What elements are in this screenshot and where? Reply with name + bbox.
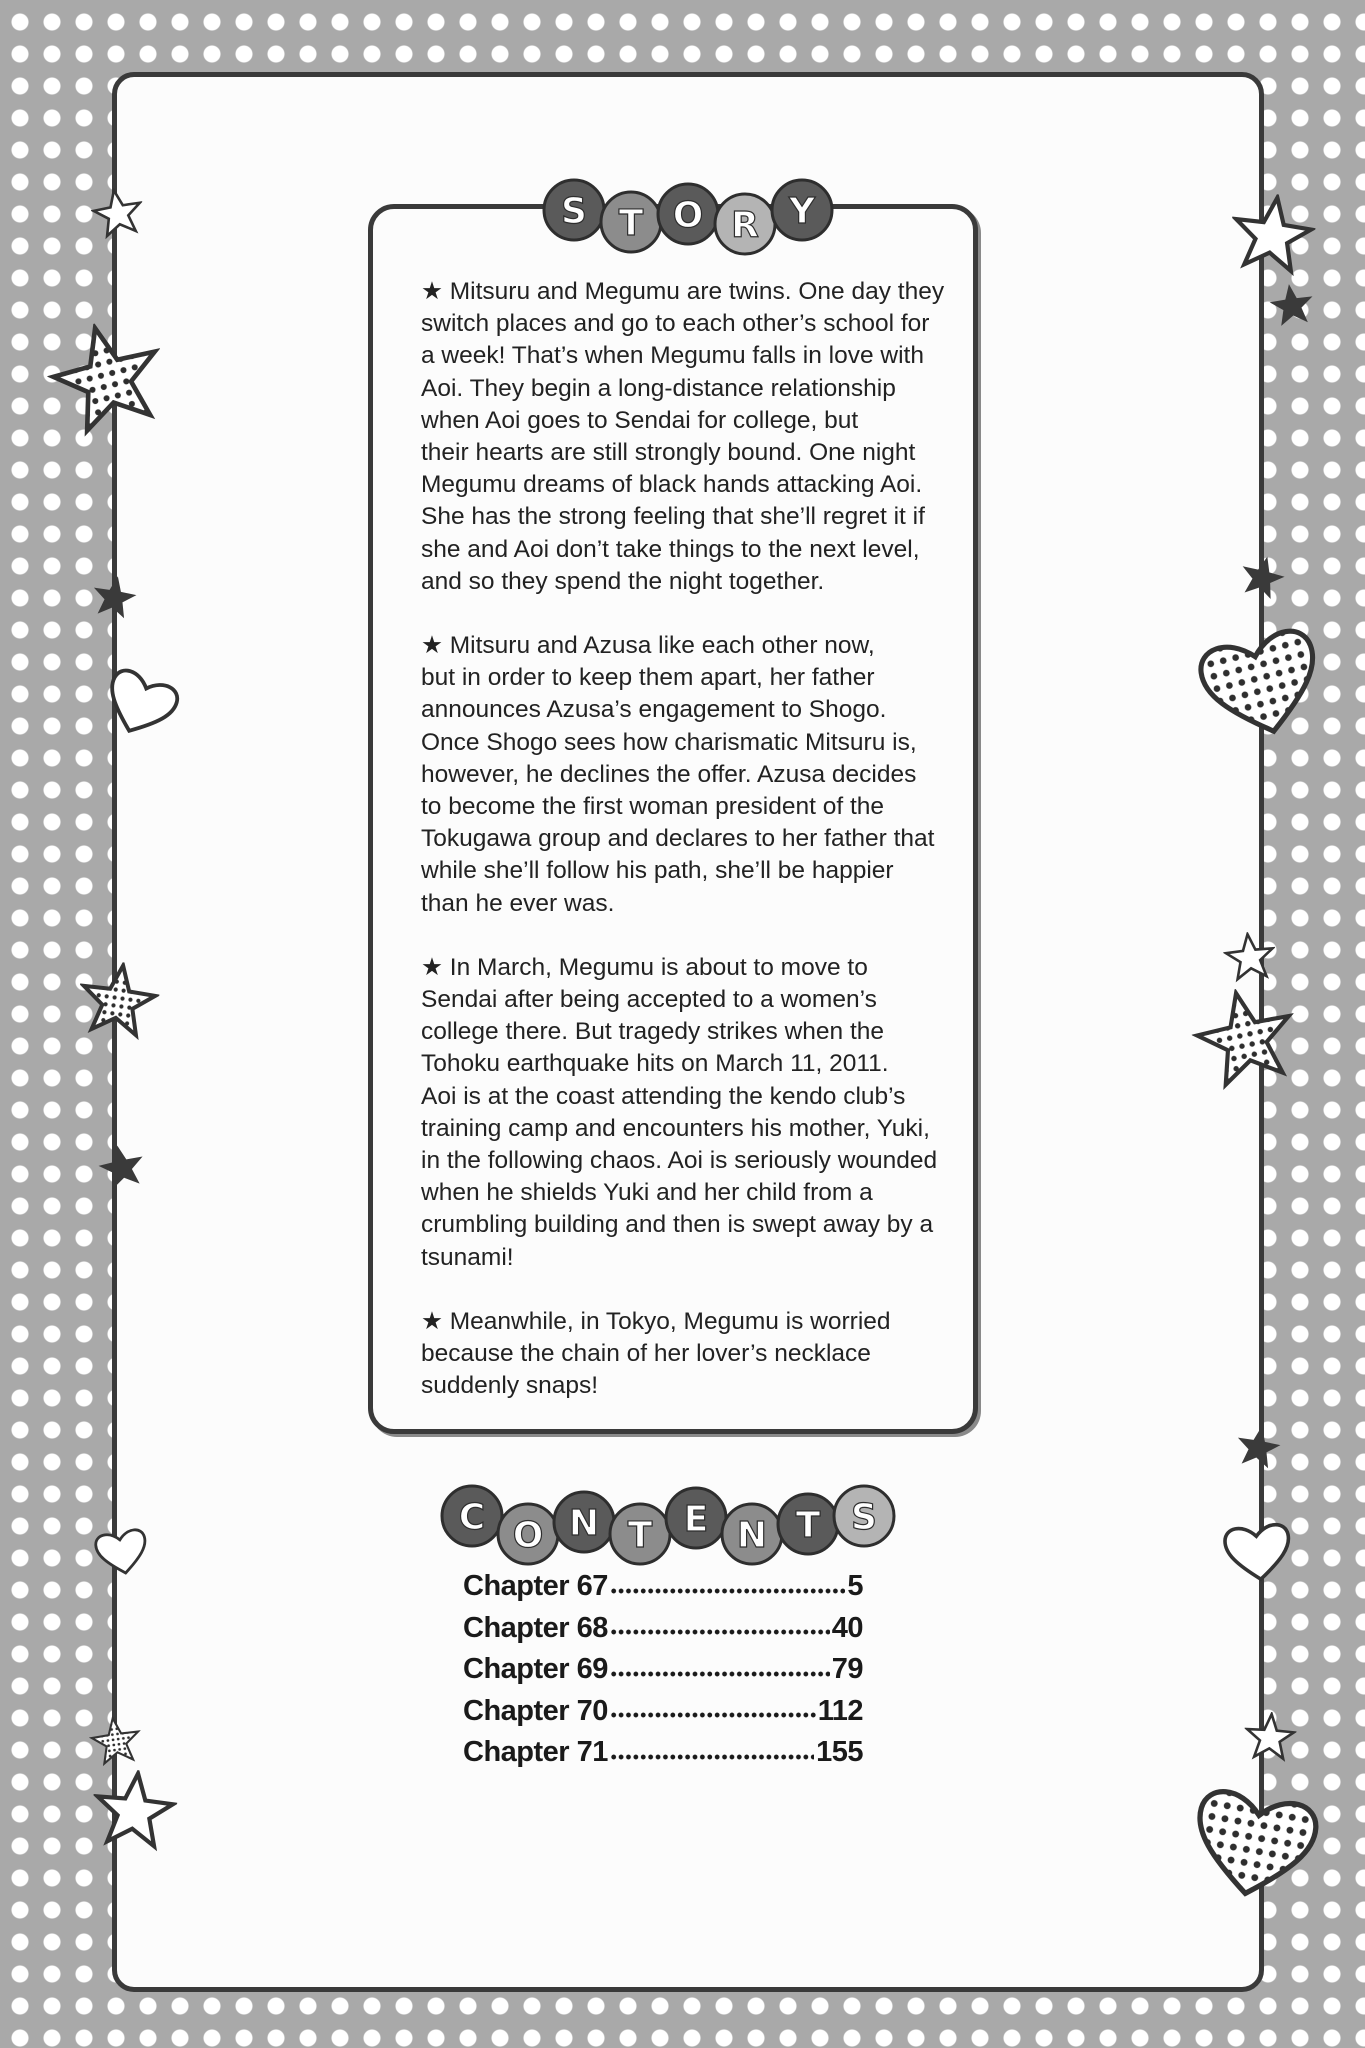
title-letter: Y — [788, 190, 816, 232]
title-letter-bubble — [778, 1494, 838, 1554]
chapter-label: Chapter 69 — [463, 1653, 608, 1685]
title-letter: O — [512, 1514, 544, 1556]
chapter-label: Chapter 67 — [463, 1570, 608, 1602]
page-number: 112 — [817, 1694, 863, 1727]
title-letter: N — [568, 1502, 600, 1544]
page-number: 40 — [831, 1611, 863, 1644]
dot-leader — [610, 1671, 830, 1677]
toc-entry[interactable] — [463, 1612, 863, 1654]
title-letter-bubble — [666, 1488, 726, 1548]
dot-leader — [610, 1588, 845, 1594]
title-letter-bubble — [498, 1504, 558, 1564]
title-letter: E — [683, 1498, 709, 1540]
title-letter: S — [561, 190, 587, 232]
title-letter-bubble — [715, 194, 775, 254]
title-letter-bubble — [554, 1492, 614, 1552]
title-letter: T — [618, 202, 644, 244]
story-paragraph: ★ Mitsuru and Azusa like each other now, but in order to keep them apart, her father announces Azusa’s engagement to Shogo. Once Shogo sees how charismatic Mitsuru is, however, he declines the offer. Azusa decides to become the first woman president of the Tokugawa group and declares to her father that while she’ll follow his path, she’ll be happier than he ever was. — [421, 632, 935, 917]
toc-entry[interactable] — [463, 1570, 863, 1612]
dot-leader — [610, 1629, 830, 1635]
solid-star-icon — [1268, 281, 1316, 327]
dot-leader — [610, 1754, 814, 1760]
title-letter: S — [851, 1496, 877, 1538]
page-number: 155 — [816, 1736, 863, 1768]
chapter-label: Chapter 70 — [463, 1694, 608, 1727]
story-paragraph: ★ Mitsuru and Megumu are twins. One day they switch places and go to each other’s school for a week! That’s when Megumu falls in love with Aoi. They begin a long-distance relationship when Aoi goes to Sendai for college, but their hearts are still strongly bound. One night Megumu dreams of black hands attacking Aoi. She has the strong feeling that she’ll regret it if she and Aoi don’t take things to the next level, and so they spend the night together. — [421, 278, 945, 595]
dot-leader — [610, 1712, 816, 1718]
title-letter: N — [736, 1514, 768, 1556]
title-letter-bubble — [834, 1486, 894, 1546]
toc-entry[interactable] — [463, 1653, 863, 1695]
title-letter-bubble — [772, 180, 832, 240]
story-title — [538, 172, 838, 262]
title-letter-bubble — [442, 1486, 502, 1546]
contents-title — [432, 1478, 902, 1578]
title-letter: T — [627, 1514, 653, 1556]
table-of-contents — [463, 1570, 863, 1778]
chapter-label: Chapter 68 — [463, 1611, 608, 1644]
title-letter-bubble — [658, 184, 718, 244]
title-letter: C — [458, 1496, 486, 1538]
page-number: 5 — [847, 1570, 863, 1602]
title-letter: R — [731, 204, 759, 246]
story-summary — [421, 276, 961, 1435]
toc-entry[interactable] — [463, 1695, 863, 1737]
title-letter-bubble — [610, 1504, 670, 1564]
chapter-label: Chapter 71 — [463, 1736, 608, 1768]
title-letter: O — [672, 194, 704, 236]
toc-entry[interactable] — [463, 1736, 863, 1778]
page-number: 79 — [831, 1653, 863, 1685]
title-letter: T — [795, 1504, 821, 1546]
title-letter-bubble — [601, 192, 661, 252]
story-paragraph: ★ Meanwhile, in Tokyo, Megumu is worried because the chain of her lover’s necklace suddenly snaps! — [421, 1307, 891, 1400]
title-letter-bubble — [544, 180, 604, 240]
title-letter-bubble — [722, 1504, 782, 1564]
story-paragraph: ★ In March, Megumu is about to move to Sendai after being accepted to a women’s college there. But tragedy strikes when the Tohoku earthquake hits on March 11, 2011. Aoi is at the coast attending the kendo club’s training camp and encounters his mother, Yuki, in the following chaos. Aoi is seriously wounded when he shields Yuki and her child from a crumbling building and then is swept away by a tsunami! — [421, 953, 938, 1271]
